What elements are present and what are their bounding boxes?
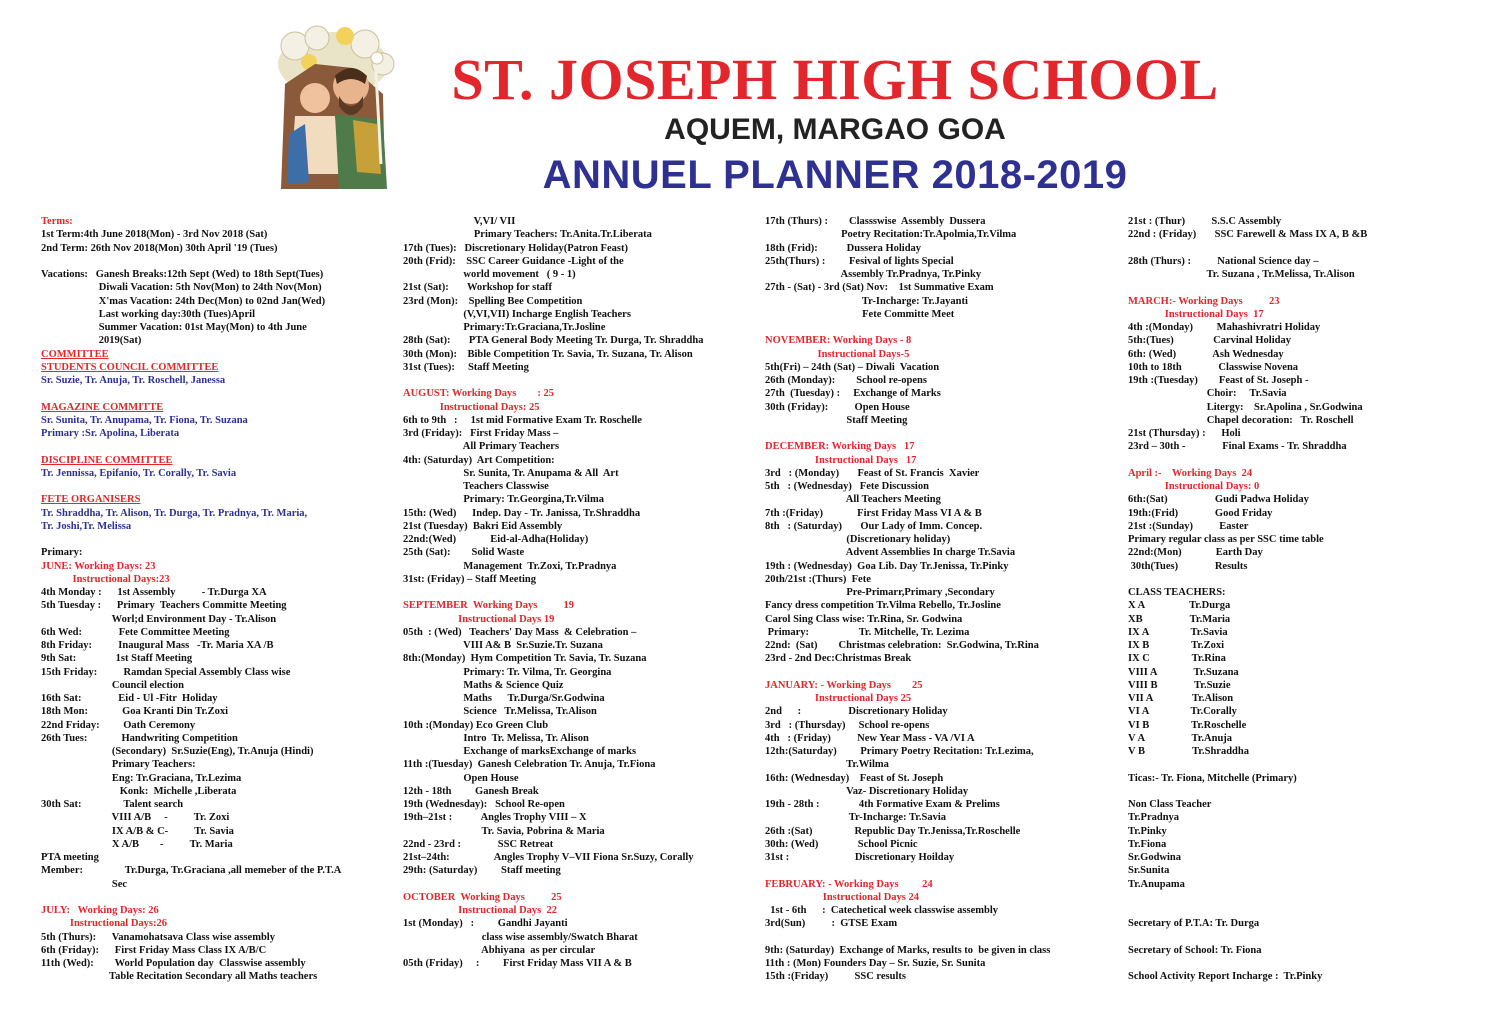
planner-line: 27th (Tuesday) : Exchange of Marks xyxy=(765,388,941,400)
planner-line: 30th (Mon): Bible Competition Tr. Savia, Tr. Suzana, Tr. Alison xyxy=(403,348,693,360)
planner-line: 31st : Discretionary Hoilday xyxy=(765,852,955,863)
planner-line: DISCIPLINE COMMITTEE xyxy=(41,454,173,466)
planner-line xyxy=(1128,758,1468,771)
planner-line: V A Tr.Anuja xyxy=(1128,732,1233,744)
planner-line: 21st :(Sunday) Easter xyxy=(1128,520,1249,532)
planner-line: Sr. Suzie, Tr. Anuja, Tr. Roschell, Janessa xyxy=(41,375,226,386)
planner-line: VI A Tr.Corally xyxy=(1128,706,1237,718)
planner-line: 23rd – 30th - Final Exams - Tr. Shraddha xyxy=(1128,441,1347,453)
planner-line: 1st (Monday) : Gandhi Jayanti xyxy=(403,918,568,930)
planner-line: AUGUST: Working Days : 25 xyxy=(403,388,555,400)
planner-line: 16th Sat: Eid - Ul -Fitr Holiday xyxy=(41,693,218,704)
planner-line: PTA meeting xyxy=(41,852,99,863)
planner-line: NOVEMBER: Working Days - 8 xyxy=(765,335,912,347)
planner-line: Primary:Tr.Graciana,Tr.Josline xyxy=(403,322,606,333)
planner-line: 21st (Sat): Workshop for staff xyxy=(403,282,552,294)
planner-line: Tr.Anupama xyxy=(1128,878,1185,890)
planner-line: SEPTEMBER Working Days 19 xyxy=(403,600,575,612)
planner-line: Tr. Joshi,Tr. Melissa xyxy=(41,520,132,532)
column-2 xyxy=(403,215,755,970)
planner-line: 3rd : (Monday) Feast of St. Francis Xavier xyxy=(765,467,980,479)
planner-line: Instructional Days 17 xyxy=(765,454,917,466)
planner-line: 30th(Tues) Results xyxy=(1128,560,1248,572)
planner-line: FETE ORGANISERS xyxy=(41,494,141,506)
planner-line xyxy=(765,427,1117,440)
planner-line: 18th Mon: Goa Kranti Din Tr.Zoxi xyxy=(41,706,229,718)
planner-line: 31st (Tues): Staff Meeting xyxy=(403,361,529,373)
planner-line: 2019(Sat) xyxy=(41,335,142,347)
planner-line: Staff Meeting xyxy=(765,414,908,426)
planner-line: 19th (Wednesday): School Re-open xyxy=(403,799,565,810)
planner-line: Assembly Tr.Pradnya, Tr.Pinky xyxy=(765,269,982,280)
planner-line: Pre-Primarr,Primary ,Secondary xyxy=(765,587,995,598)
planner-line: MARCH:- Working Days 23 xyxy=(1128,295,1280,307)
planner-line: 5th(Fri) – 24th (Sat) – Diwali Vacation xyxy=(765,361,940,373)
planner-line: 5th : (Wednesday) Fete Discussion xyxy=(765,481,929,492)
planner-line: 4th Monday : 1st Assembly - Tr.Durga XA xyxy=(41,587,267,598)
planner-line: Vaz- Discretionary Holiday xyxy=(765,785,969,797)
planner-line: Instructional Days: 0 xyxy=(1128,481,1260,492)
planner-line: 1st Term:4th June 2018(Mon) - 3rd Nov 2018 (Sat) xyxy=(41,229,268,241)
planner-line: Secretary of School: Tr. Fiona xyxy=(1128,944,1262,956)
planner-line xyxy=(1128,931,1468,944)
planner-line: Primary Teachers: Tr.Anita.Tr.Liberata xyxy=(403,229,652,241)
planner-line: Instructional Days 22 xyxy=(403,905,558,916)
planner-line: 10th :(Monday) Eco Green Club xyxy=(403,719,549,731)
planner-line: 30th Sat: Talent search xyxy=(41,799,184,810)
planner-line: X A/B - Tr. Maria xyxy=(41,838,233,850)
planner-line: (V,VI,VII) Incharge English Teachers xyxy=(403,308,631,320)
planner-line: Table Recitation Secondary all Maths teachers xyxy=(41,971,318,983)
planner-line: 19th - 28th : 4th Formative Exam & Prelims xyxy=(765,799,1000,810)
planner-line: 15th: (Wed) Indep. Day - Tr. Janissa, Tr.Shraddha xyxy=(403,507,641,519)
planner-line: STUDENTS COUNCIL COMMITTEE xyxy=(41,361,219,373)
planner-line: Tr. Shraddha, Tr. Alison, Tr. Durga, Tr. Pradnya, Tr. Maria, xyxy=(41,507,308,519)
planner-line: 21st (Tuesday) Bakri Eid Assembly xyxy=(403,520,563,532)
planner-line: 19th:(Frid) Good Friday xyxy=(1128,507,1273,519)
planner-line: 17th (Tues): Discretionary Holiday(Patron Feast) xyxy=(403,242,628,254)
planner-line: Sr. Sunita, Tr. Anupama, Tr. Fiona, Tr. Suzana xyxy=(41,414,248,426)
planner-line: OCTOBER Working Days 25 xyxy=(403,891,562,903)
planner-line: 19th :(Tuesday) Feast of St. Joseph - xyxy=(1128,375,1309,386)
planner-line: Abhiyana as per circular xyxy=(403,944,596,956)
planner-line: Open House xyxy=(403,772,519,784)
planner-line: 12th:(Saturday) Primary Poetry Recitation: Tr.Lezima, xyxy=(765,746,1034,757)
planner-line xyxy=(1128,573,1468,586)
planner-line: 22nd:(Mon) Earth Day xyxy=(1128,547,1263,559)
planner-line: 8th:(Monday) Hym Competition Tr. Savia, Tr. Suzana xyxy=(403,653,647,665)
planner-line xyxy=(1128,454,1468,467)
planner-line: 27th - (Sat) - 3rd (Sat) Nov: 1st Summative Exam xyxy=(765,282,994,294)
planner-line xyxy=(41,480,391,493)
planner-line: 17th (Thurs) : Classswise Assembly Dussera xyxy=(765,216,986,227)
planner-line xyxy=(41,533,391,546)
planner-line: Litergy: Sr.Apolina , Sr.Godwina xyxy=(1128,401,1363,413)
planner-line: Fancy dress competition Tr.Vilma Rebello, Tr.Josline xyxy=(765,600,1001,612)
planner-line: IX B Tr.Zoxi xyxy=(1128,640,1225,651)
planner-line: Non Class Teacher xyxy=(1128,799,1212,810)
planner-line: Terms: xyxy=(41,216,73,227)
planner-line: 21st–24th: Angles Trophy V–VII Fiona Sr.Suzy, Corally xyxy=(403,852,694,863)
planner-line: 4th : (Friday) New Year Mass - VA /VI A xyxy=(765,732,975,744)
planner-line xyxy=(1128,785,1468,798)
planner-line: 25th(Thurs) : Fesival of lights Special xyxy=(765,255,954,267)
planner-line: 05th (Friday) : First Friday Mass VII A & B xyxy=(403,958,632,969)
planner-line: 4th :(Monday) Mahashivratri Holiday xyxy=(1128,322,1321,333)
planner-line: Instructional Days:23 xyxy=(41,573,170,585)
planner-line: 20th/21st :(Thurs) Fete xyxy=(765,573,871,585)
planner-line: COMMITTEE xyxy=(41,348,109,360)
planner-line: VIII A& B Sr.Suzie.Tr. Suzana xyxy=(403,640,603,651)
planner-line: 11th (Wed): World Population day Classwise assembly xyxy=(41,958,306,969)
planner-line: Council election xyxy=(41,679,184,691)
planner-line: Teachers Classwise xyxy=(403,481,549,492)
planner-line: 19th : (Wednesday) Goa Lib. Day Tr.Jenissa, Tr.Pinky xyxy=(765,560,1009,572)
planner-line: Primary: Tr. Mitchelle, Tr. Lezima xyxy=(765,626,970,638)
st-joseph-image xyxy=(265,24,401,194)
planner-line: Primary Teachers: xyxy=(41,759,196,771)
planner-line: Last working day:30th (Tues)April xyxy=(41,308,256,320)
planner-title: ANNUEL PLANNER 2018-2019 xyxy=(542,153,1128,197)
planner-line: IX A Tr.Savia xyxy=(1128,626,1228,638)
planner-line xyxy=(765,666,1117,679)
planner-line: 31st: (Friday) – Staff Meeting xyxy=(403,573,536,585)
planner-line: 6th to 9th : 1st mid Formative Exam Tr. Roschelle xyxy=(403,414,642,426)
planner-line xyxy=(765,864,1117,877)
planner-line: 22nd Friday: Oath Ceremony xyxy=(41,719,196,731)
planner-line: Instructional Days 19 xyxy=(403,613,555,625)
planner-line: Tr.Pinky xyxy=(1128,825,1167,837)
column-3 xyxy=(765,215,1117,984)
planner-line xyxy=(403,374,755,387)
planner-line: 22nd: (Sat) Christmas celebration: Sr.Godwina, Tr.Rina xyxy=(765,640,1039,651)
school-location: AQUEM, MARGAO GOA xyxy=(664,113,1006,146)
planner-line xyxy=(41,891,391,904)
planner-line: Instructional Days:26 xyxy=(41,918,168,930)
planner-line: 2nd : Discretionary Holiday xyxy=(765,706,948,718)
planner-line: Summer Vacation: 01st May(Mon) to 4th June xyxy=(41,322,307,333)
planner-line: Advent Assemblies In charge Tr.Savia xyxy=(765,547,1016,559)
planner-line: VIII B Tr.Suzie xyxy=(1128,679,1231,691)
planner-line: 26th :(Sat) Republic Day Tr.Jenissa,Tr.Roschelle xyxy=(765,825,1021,837)
planner-line: 8th Friday: Inaugural Mass -Tr. Maria XA /B xyxy=(41,640,274,651)
planner-line: class wise assembly/Swatch Bharat xyxy=(403,931,638,943)
planner-line: FEBRUARY: - Working Days 24 xyxy=(765,878,933,890)
planner-line xyxy=(41,255,391,268)
planner-line: 28th (Thurs) : National Science day – xyxy=(1128,255,1319,267)
planner-line: Choir: Tr.Savia xyxy=(1128,388,1287,400)
planner-line: Sr.Godwina xyxy=(1128,852,1182,863)
planner-line: 15th Friday: Ramdan Special Assembly Class wise xyxy=(41,666,291,678)
planner-line: Tr. Suzana , Tr.Melissa, Tr.Alison xyxy=(1128,269,1355,280)
planner-line: VII A Tr.Alison xyxy=(1128,693,1234,704)
planner-line: V B Tr.Shraddha xyxy=(1128,746,1249,757)
planner-line: 21st : (Thur) S.S.C Assembly xyxy=(1128,216,1282,227)
planner-line: VIII A Tr.Suzana xyxy=(1128,666,1239,678)
planner-line: Instructional Days-5 xyxy=(765,348,910,360)
planner-line: VIII A/B - Tr. Zoxi xyxy=(41,812,230,824)
planner-line: Tr.Fiona xyxy=(1128,838,1167,850)
planner-line: April :- Working Days 24 xyxy=(1128,467,1253,479)
planner-line: Eng: Tr.Graciana, Tr.Lezima xyxy=(41,772,242,784)
planner-line: Ticas:- Tr. Fiona, Mitchelle (Primary) xyxy=(1128,772,1297,784)
planner-line: Primary regular class as per SSC time table xyxy=(1128,534,1324,545)
planner-line: Member: Tr.Durga, Tr.Graciana ,all memeber of the P.T.A xyxy=(41,865,342,877)
planner-line: 1st - 6th : Catechetical week classwise assembly xyxy=(765,905,999,916)
planner-line: world movement ( 9 - 1) xyxy=(403,269,576,280)
planner-line: Tr. Jennissa, Epifanio, Tr. Corally, Tr. Savia xyxy=(41,467,237,479)
planner-line xyxy=(765,931,1117,944)
planner-line: DECEMBER: Working Days 17 xyxy=(765,441,915,453)
planner-line: Tr-Incharge: Tr.Savia xyxy=(765,812,947,824)
planner-line: 15th :(Friday) SSC results xyxy=(765,971,906,983)
planner-line: Science Tr.Melissa, Tr.Alison xyxy=(403,706,597,718)
planner-line: Sr. Sunita, Tr. Anupama & All Art xyxy=(403,467,619,479)
planner-line: Intro Tr. Melissa, Tr. Alison xyxy=(403,732,589,744)
planner-line: 9th Sat: 1st Staff Meeting xyxy=(41,653,193,665)
planner-line: Sec xyxy=(41,878,128,890)
planner-line: All Teachers Meeting xyxy=(765,494,941,506)
planner-line: 30th: (Wed) School Picnic xyxy=(765,838,918,850)
planner-line xyxy=(1128,242,1468,255)
planner-line: 12th - 18th Ganesh Break xyxy=(403,785,539,797)
planner-line: 6th:(Sat) Gudi Padwa Holiday xyxy=(1128,494,1309,506)
planner-line: 26th Tues: Handwriting Competition xyxy=(41,732,238,744)
planner-line: School Activity Report Incharge : Tr.Pinky xyxy=(1128,971,1323,983)
planner-line: IX A/B & C- Tr. Savia xyxy=(41,825,234,837)
planner-line: Secretary of P.T.A: Tr. Durga xyxy=(1128,918,1260,930)
planner-line: MAGAZINE COMMITTE xyxy=(41,401,164,413)
planner-line: 4th: (Saturday) Art Competition: xyxy=(403,454,555,466)
planner-line: 5th Tuesday : Primary Teachers Committe Meeting xyxy=(41,600,287,612)
planner-line: Konk: Michelle ,Liberata xyxy=(41,785,237,797)
school-title: ST. JOSEPH HIGH SCHOOL xyxy=(451,47,1219,112)
planner-line: Instructional Days 17 xyxy=(1128,308,1264,320)
column-4 xyxy=(1128,215,1468,984)
planner-line: Tr-Incharge: Tr.Jayanti xyxy=(765,295,968,307)
planner-line: 22nd : (Friday) SSC Farewell & Mass IX A, B &B xyxy=(1128,229,1368,241)
planner-line: 5th (Thurs): Vanamohatsava Class wise assembly xyxy=(41,931,275,943)
planner-line xyxy=(41,387,391,400)
planner-line: Instructional Days: 25 xyxy=(403,401,540,413)
planner-line: 19th–21st : Angles Trophy VIII – X xyxy=(403,812,587,824)
planner-line: 29th: (Saturday) Staff meeting xyxy=(403,865,561,877)
planner-line: Sr.Sunita xyxy=(1128,865,1170,877)
planner-line: Primary: Tr.Georgina,Tr.Vilma xyxy=(403,494,604,506)
planner-line: 5th:(Tues) Carvinal Holiday xyxy=(1128,335,1291,347)
planner-line xyxy=(765,321,1117,334)
planner-line: 2nd Term: 26th Nov 2018(Mon) 30th April '19 (Tues) xyxy=(41,242,278,254)
planner-line xyxy=(1128,904,1468,917)
planner-line: 7th :(Friday) First Friday Mass VI A & B xyxy=(765,507,982,519)
planner-line: 6th: (Wed) Ash Wednesday xyxy=(1128,348,1284,360)
planner-line: 9th: (Saturday) Exchange of Marks, results to be given in class xyxy=(765,944,1051,956)
planner-line: X'mas Vacation: 24th Dec(Mon) to 02nd Jan(Wed) xyxy=(41,295,326,307)
planner-line xyxy=(403,586,755,599)
planner-line: CLASS TEACHERS: xyxy=(1128,587,1226,598)
planner-line: Primary: xyxy=(41,547,83,559)
planner-line: 3rd : (Thursday) School re-opens xyxy=(765,719,930,731)
planner-line: 28th (Sat): PTA General Body Meeting Tr. Durga, Tr. Shraddha xyxy=(403,335,704,347)
planner-line: 16th: (Wednesday) Feast of St. Joseph xyxy=(765,772,944,784)
planner-line: Instructional Days 25 xyxy=(765,693,912,704)
planner-line: Carol Sing Class wise: Tr.Rina, Sr. Godwina xyxy=(765,613,963,625)
planner-line: 3rd(Sun) : GTSE Exam xyxy=(765,918,898,930)
planner-line: XB Tr.Maria xyxy=(1128,613,1231,625)
planner-line: 6th Wed: Fete Committee Meeting xyxy=(41,626,230,638)
planner-line: 3rd (Friday): First Friday Mass – xyxy=(403,428,559,439)
planner-line: Worl;d Environment Day - Tr.Alison xyxy=(41,613,277,625)
planner-line: 26th (Monday): School re-opens xyxy=(765,375,927,386)
planner-line: Tr. Savia, Pobrina & Maria xyxy=(403,825,605,837)
planner-line: 8th : (Saturday) Our Lady of Imm. Concep. xyxy=(765,520,983,532)
planner-line: JANUARY: - Working Days 25 xyxy=(765,679,923,691)
planner-line: 23rd (Mon): Spelling Bee Competition xyxy=(403,295,583,307)
planner-line: All Primary Teachers xyxy=(403,441,560,453)
planner-line: Primary :Sr. Apolina, Liberata xyxy=(41,428,180,439)
planner-line: Tr.Wilma xyxy=(765,759,889,771)
planner-line xyxy=(1128,281,1468,294)
planner-line: Fete Committe Meet xyxy=(765,308,955,320)
planner-line: Tr.Pradnya xyxy=(1128,812,1180,824)
planner-line: Management Tr.Zoxi, Tr.Pradnya xyxy=(403,560,617,572)
planner-line: 11th : (Mon) Founders Day – Sr. Suzie, Sr. Sunita xyxy=(765,958,986,969)
planner-line xyxy=(41,440,391,453)
planner-line: 05th : (Wed) Teachers' Day Mass & Celebration – xyxy=(403,626,637,638)
planner-line: Chapel decoration: Tr. Roschell xyxy=(1128,414,1354,426)
planner-line: 21st (Thursday) : Holi xyxy=(1128,428,1241,439)
planner-line: Exchange of marksExchange of marks xyxy=(403,746,637,757)
planner-line: 20th (Frid): SSC Career Guidance -Light of the xyxy=(403,255,624,267)
planner-line xyxy=(403,878,755,891)
planner-line: 6th (Friday): First Friday Mass Class IX A/B/C xyxy=(41,944,267,956)
planner-line: 11th :(Tuesday) Ganesh Celebration Tr. Anuja, Tr.Fiona xyxy=(403,759,656,771)
planner-line: Maths & Science Quiz xyxy=(403,679,564,691)
column-1 xyxy=(41,215,391,984)
planner-line: 25th (Sat): Solid Waste xyxy=(403,547,525,559)
planner-line: (Discretionary holiday) xyxy=(765,534,951,545)
planner-line: Poetry Recitation:Tr.Apolmia,Tr.Vilma xyxy=(765,229,1017,241)
planner-line xyxy=(1128,891,1468,904)
planner-line: 30th (Friday): Open House xyxy=(765,401,910,413)
planner-line: X A Tr.Durga xyxy=(1128,600,1231,612)
planner-line: V,VI/ VII xyxy=(403,216,516,227)
planner-line: Maths Tr.Durga/Sr.Godwina xyxy=(403,693,605,704)
planner-line: JULY: Working Days: 26 xyxy=(41,905,159,916)
planner-line: Vacations: Ganesh Breaks:12th Sept (Wed) to 18th Sept(Tues) xyxy=(41,269,324,280)
planner-line: Diwali Vacation: 5th Nov(Mon) to 24th Nov(Mon) xyxy=(41,282,322,294)
planner-line: 22nd:(Wed) Eid-al-Adha(Holiday) xyxy=(403,534,589,545)
planner-line: JUNE: Working Days: 23 xyxy=(41,560,156,572)
planner-line: VI B Tr.Roschelle xyxy=(1128,719,1247,731)
planner-line: 18th (Frid): Dussera Holiday xyxy=(765,242,922,254)
planner-line: Primary: Tr. Vilma, Tr. Georgina xyxy=(403,666,612,678)
planner-line: IX C Tr.Rina xyxy=(1128,653,1226,665)
planner-line: (Secondary) Sr.Suzie(Eng), Tr.Anuja (Hindi) xyxy=(41,746,314,757)
planner-line: 10th to 18th Classwise Novena xyxy=(1128,361,1299,373)
planner-line: 22nd - 23rd : SSC Retreat xyxy=(403,838,554,850)
planner-line: Instructional Days 24 xyxy=(765,891,920,903)
planner-line xyxy=(1128,957,1468,970)
planner-line: 23rd - 2nd Dec:Christmas Break xyxy=(765,653,912,665)
